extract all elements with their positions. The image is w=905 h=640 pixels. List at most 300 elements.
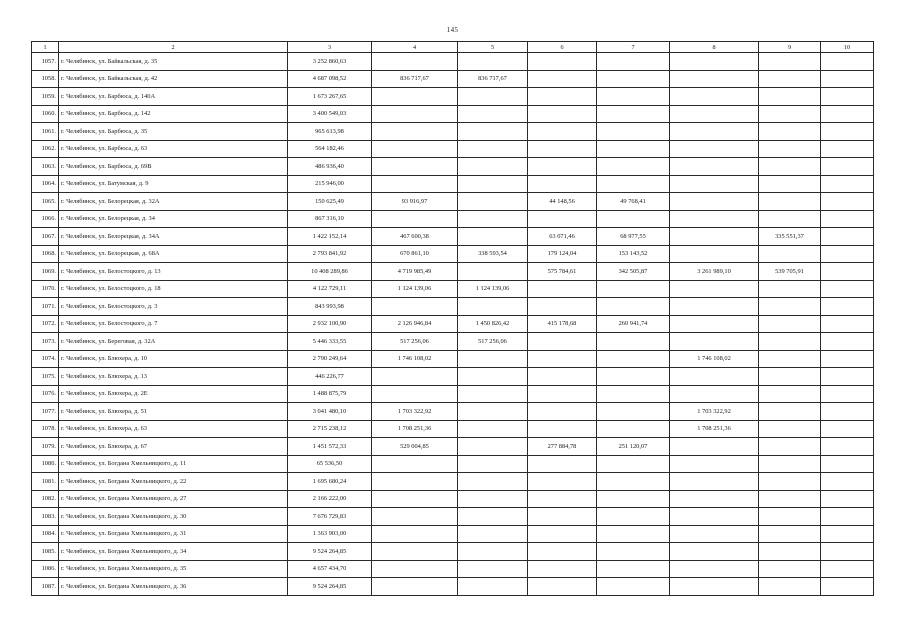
value-cell (458, 403, 528, 421)
column-header: 6 (528, 42, 597, 53)
column-header: 9 (759, 42, 821, 53)
value-cell (458, 105, 528, 123)
value-cell (670, 280, 759, 298)
value-cell (759, 543, 821, 561)
address-cell: г. Челябинск, ул. Барбюса, д. 63 (59, 140, 288, 158)
address-cell: г. Челябинск, ул. Барбюса, д. 140А (59, 88, 288, 106)
value-cell (759, 490, 821, 508)
total-cost-cell: 1 673 267,65 (288, 88, 372, 106)
total-cost-cell: 4 657 434,70 (288, 560, 372, 578)
table-row (32, 298, 874, 316)
value-cell (458, 438, 528, 456)
value-cell (528, 333, 597, 351)
value-cell (528, 210, 597, 228)
value-cell (821, 245, 874, 263)
value-cell (670, 140, 759, 158)
total-cost-cell: 1 451 572,33 (288, 438, 372, 456)
value-cell (759, 193, 821, 211)
value-cell (759, 140, 821, 158)
value-cell (821, 455, 874, 473)
total-cost-cell: 215 946,00 (288, 175, 372, 193)
value-cell (528, 578, 597, 596)
address-cell: г. Челябинск, ул. Белостоцкого, д. 18 (59, 280, 288, 298)
value-cell (597, 70, 670, 88)
address-cell: г. Челябинск, ул. Богдана Хмельницкого, д. 34 (59, 543, 288, 561)
value-cell (759, 525, 821, 543)
value-cell (821, 333, 874, 351)
value-cell (372, 123, 458, 141)
row-number-cell: 1068. (32, 245, 59, 263)
value-cell (528, 560, 597, 578)
value-cell (821, 70, 874, 88)
column-header: 10 (821, 42, 874, 53)
value-cell (759, 455, 821, 473)
column-header: 4 (372, 42, 458, 53)
value-cell (372, 88, 458, 106)
value-cell (528, 53, 597, 71)
value-cell (597, 508, 670, 526)
row-number-cell: 1063. (32, 158, 59, 176)
table-row (32, 508, 874, 526)
value-cell (670, 245, 759, 263)
total-cost-cell: 7 676 729,83 (288, 508, 372, 526)
value-cell (821, 123, 874, 141)
value-cell (821, 263, 874, 281)
row-number-cell: 1087. (32, 578, 59, 596)
value-cell (597, 280, 670, 298)
value-cell: 1 703 322,92 (670, 403, 759, 421)
address-cell: г. Челябинск, ул. Богдана Хмельницкого, д. 36 (59, 578, 288, 596)
value-cell (528, 88, 597, 106)
value-cell (597, 298, 670, 316)
value-cell (458, 210, 528, 228)
value-cell (528, 123, 597, 141)
address-cell: г. Челябинск, ул. Блюхера, д. 67 (59, 438, 288, 456)
row-number-cell: 1079. (32, 438, 59, 456)
value-cell (528, 280, 597, 298)
value-cell (528, 350, 597, 368)
value-cell (670, 210, 759, 228)
value-cell (670, 543, 759, 561)
value-cell: 1 708 251,36 (670, 420, 759, 438)
row-number-cell: 1080. (32, 455, 59, 473)
value-cell (759, 175, 821, 193)
column-header: 8 (670, 42, 759, 53)
address-cell: г. Челябинск, ул. Белорецкая, д. 34А (59, 228, 288, 246)
value-cell (372, 578, 458, 596)
value-cell: 93 916,97 (372, 193, 458, 211)
value-cell (597, 525, 670, 543)
total-cost-cell: 3 041 480,10 (288, 403, 372, 421)
row-number-cell: 1073. (32, 333, 59, 351)
value-cell: 342 505,87 (597, 263, 670, 281)
value-cell (821, 88, 874, 106)
total-cost-cell: 1 363 903,00 (288, 525, 372, 543)
table-row (32, 560, 874, 578)
address-cell: г. Челябинск, ул. Белорецкая, д. 34 (59, 210, 288, 228)
value-cell (372, 560, 458, 578)
value-cell (670, 158, 759, 176)
table-row (32, 455, 874, 473)
row-number-cell: 1086. (32, 560, 59, 578)
value-cell (670, 490, 759, 508)
value-cell: 1 450 826,42 (458, 315, 528, 333)
address-cell: г. Челябинск, ул. Байкальская, д. 35 (59, 53, 288, 71)
value-cell (597, 123, 670, 141)
value-cell (759, 403, 821, 421)
value-cell (458, 578, 528, 596)
address-cell: г. Челябинск, ул. Блюхера, д. 10 (59, 350, 288, 368)
value-cell: 836 717,67 (372, 70, 458, 88)
row-number-cell: 1076. (32, 385, 59, 403)
value-cell: 260 941,74 (597, 315, 670, 333)
value-cell: 335 551,37 (759, 228, 821, 246)
value-cell (821, 403, 874, 421)
value-cell (759, 578, 821, 596)
value-cell: 467 600,38 (372, 228, 458, 246)
value-cell (372, 368, 458, 386)
total-cost-cell: 5 446 333,55 (288, 333, 372, 351)
column-header: 2 (59, 42, 288, 53)
total-cost-cell: 564 182,46 (288, 140, 372, 158)
value-cell: 539 705,91 (759, 263, 821, 281)
table-row (32, 263, 874, 281)
value-cell (458, 53, 528, 71)
address-cell: г. Челябинск, ул. Барбюса, д. 142 (59, 105, 288, 123)
value-cell (372, 53, 458, 71)
value-cell (759, 123, 821, 141)
total-cost-cell: 843 993,98 (288, 298, 372, 316)
value-cell (597, 403, 670, 421)
value-cell (759, 315, 821, 333)
total-cost-cell: 1 422 152,14 (288, 228, 372, 246)
address-cell: г. Челябинск, ул. Белорецкая, д. 32А (59, 193, 288, 211)
row-number-cell: 1059. (32, 88, 59, 106)
value-cell (821, 175, 874, 193)
address-cell: г. Челябинск, ул. Блюхера, д. 13 (59, 368, 288, 386)
table-row (32, 368, 874, 386)
total-cost-cell: 9 524 264,85 (288, 543, 372, 561)
value-cell (821, 578, 874, 596)
row-number-cell: 1062. (32, 140, 59, 158)
value-cell: 1 124 139,06 (458, 280, 528, 298)
row-number-cell: 1075. (32, 368, 59, 386)
value-cell (597, 88, 670, 106)
row-number-cell: 1069. (32, 263, 59, 281)
total-cost-cell: 4 122 729,11 (288, 280, 372, 298)
total-cost-cell: 3 252 860,63 (288, 53, 372, 71)
value-cell (458, 228, 528, 246)
value-cell: 44 148,56 (528, 193, 597, 211)
value-cell (821, 473, 874, 491)
value-cell (670, 578, 759, 596)
row-number-cell: 1072. (32, 315, 59, 333)
header-row (32, 42, 874, 53)
value-cell (458, 455, 528, 473)
value-cell (759, 420, 821, 438)
table-row (32, 543, 874, 561)
value-cell (759, 105, 821, 123)
value-cell (670, 560, 759, 578)
value-cell (821, 350, 874, 368)
address-cell: г. Челябинск, ул. Белостоцкого, д. 3 (59, 298, 288, 316)
row-number-cell: 1061. (32, 123, 59, 141)
total-cost-cell: 446 226,77 (288, 368, 372, 386)
value-cell (528, 403, 597, 421)
value-cell: 153 143,52 (597, 245, 670, 263)
value-cell (821, 438, 874, 456)
table-row (32, 350, 874, 368)
value-cell (670, 228, 759, 246)
table-row (32, 193, 874, 211)
value-cell (821, 193, 874, 211)
value-cell (759, 280, 821, 298)
value-cell (597, 158, 670, 176)
row-number-cell: 1084. (32, 525, 59, 543)
value-cell (821, 105, 874, 123)
column-header: 5 (458, 42, 528, 53)
value-cell (458, 193, 528, 211)
value-cell (670, 70, 759, 88)
total-cost-cell: 965 613,98 (288, 123, 372, 141)
table-row (32, 210, 874, 228)
table-row (32, 473, 874, 491)
table-row (32, 105, 874, 123)
value-cell (597, 543, 670, 561)
total-cost-cell: 4 687 098,52 (288, 70, 372, 88)
value-cell (821, 420, 874, 438)
value-cell (372, 175, 458, 193)
table-row (32, 403, 874, 421)
value-cell: 251 120,07 (597, 438, 670, 456)
value-cell (759, 438, 821, 456)
value-cell (597, 578, 670, 596)
address-cell: г. Челябинск, ул. Богдана Хмельницкого, д. 27 (59, 490, 288, 508)
value-cell (597, 368, 670, 386)
address-cell: г. Челябинск, ул. Богдана Хмельницкого, д. 35 (59, 560, 288, 578)
value-cell: 277 884,78 (528, 438, 597, 456)
value-cell (528, 473, 597, 491)
address-cell: г. Челябинск, ул. Белостоцкого, д. 13 (59, 263, 288, 281)
row-number-cell: 1066. (32, 210, 59, 228)
value-cell (670, 438, 759, 456)
value-cell: 1 124 139,06 (372, 280, 458, 298)
value-cell (372, 473, 458, 491)
value-cell (670, 298, 759, 316)
value-cell: 2 126 946,84 (372, 315, 458, 333)
table-row (32, 578, 874, 596)
value-cell (458, 525, 528, 543)
value-cell: 1 746 108,02 (670, 350, 759, 368)
total-cost-cell: 2 793 841,92 (288, 245, 372, 263)
value-cell: 1 708 251,36 (372, 420, 458, 438)
row-number-cell: 1067. (32, 228, 59, 246)
value-cell (670, 508, 759, 526)
value-cell (759, 70, 821, 88)
value-cell (458, 88, 528, 106)
value-cell (528, 490, 597, 508)
value-cell (821, 385, 874, 403)
value-cell (821, 490, 874, 508)
address-cell: г. Челябинск, ул. Богдана Хмельницкого, д. 30 (59, 508, 288, 526)
value-cell (372, 298, 458, 316)
value-cell (759, 53, 821, 71)
value-cell: 529 004,85 (372, 438, 458, 456)
value-cell (528, 455, 597, 473)
value-cell (458, 140, 528, 158)
total-cost-cell: 150 625,49 (288, 193, 372, 211)
total-cost-cell: 2 715 238,12 (288, 420, 372, 438)
value-cell (821, 53, 874, 71)
value-cell: 3 261 989,10 (670, 263, 759, 281)
total-cost-cell: 10 408 289,86 (288, 263, 372, 281)
total-cost-cell: 3 400 549,03 (288, 105, 372, 123)
table-row (32, 438, 874, 456)
address-cell: г. Челябинск, ул. Байкальская, д. 42 (59, 70, 288, 88)
value-cell (372, 385, 458, 403)
table-row (32, 315, 874, 333)
total-cost-cell: 1 488 875,79 (288, 385, 372, 403)
value-cell (597, 473, 670, 491)
value-cell: 415 178,68 (528, 315, 597, 333)
value-cell (597, 420, 670, 438)
address-cell: г. Челябинск, ул. Богдана Хмельницкого, д. 31 (59, 525, 288, 543)
row-number-cell: 1074. (32, 350, 59, 368)
row-number-cell: 1078. (32, 420, 59, 438)
value-cell (372, 543, 458, 561)
value-cell (372, 140, 458, 158)
total-cost-cell: 867 316,10 (288, 210, 372, 228)
row-number-cell: 1082. (32, 490, 59, 508)
value-cell (528, 508, 597, 526)
total-cost-cell: 2 790 249,64 (288, 350, 372, 368)
value-cell (597, 490, 670, 508)
row-number-cell: 1064. (32, 175, 59, 193)
value-cell: 517 256,06 (372, 333, 458, 351)
value-cell (670, 368, 759, 386)
value-cell (759, 368, 821, 386)
value-cell (759, 88, 821, 106)
row-number-cell: 1071. (32, 298, 59, 316)
column-header: 1 (32, 42, 59, 53)
value-cell (670, 455, 759, 473)
address-cell: г. Челябинск, ул. Богдана Хмельницкого, д. 11 (59, 455, 288, 473)
value-cell: 68 977,55 (597, 228, 670, 246)
value-cell (759, 473, 821, 491)
value-cell (821, 280, 874, 298)
value-cell (670, 88, 759, 106)
value-cell (458, 560, 528, 578)
value-cell (528, 175, 597, 193)
total-cost-cell: 65 536,50 (288, 455, 372, 473)
value-cell (759, 158, 821, 176)
value-cell (372, 490, 458, 508)
address-cell: г. Челябинск, ул. Белостоцкого, д. 7 (59, 315, 288, 333)
value-cell (372, 455, 458, 473)
value-cell (759, 350, 821, 368)
total-cost-cell: 2 166 222,00 (288, 490, 372, 508)
value-cell (458, 473, 528, 491)
value-cell (372, 210, 458, 228)
value-cell (821, 158, 874, 176)
column-header: 7 (597, 42, 670, 53)
table-row (32, 333, 874, 351)
table-row (32, 490, 874, 508)
address-cell: г. Челябинск, ул. Батумская, д. 9 (59, 175, 288, 193)
value-cell (597, 175, 670, 193)
value-cell (528, 420, 597, 438)
value-cell: 4 719 985,49 (372, 263, 458, 281)
value-cell (458, 368, 528, 386)
value-cell (821, 298, 874, 316)
value-cell (821, 560, 874, 578)
total-cost-cell: 486 936,40 (288, 158, 372, 176)
value-cell (458, 490, 528, 508)
value-cell (759, 210, 821, 228)
address-cell: г. Челябинск, ул. Барбюса, д. 35 (59, 123, 288, 141)
value-cell (597, 455, 670, 473)
value-cell (458, 420, 528, 438)
column-header: 3 (288, 42, 372, 53)
value-cell: 338 593,54 (458, 245, 528, 263)
row-number-cell: 1065. (32, 193, 59, 211)
table-row (32, 140, 874, 158)
address-cell: г. Челябинск, ул. Блюхера, д. 2Е (59, 385, 288, 403)
row-number-cell: 1060. (32, 105, 59, 123)
value-cell (458, 175, 528, 193)
value-cell (821, 210, 874, 228)
value-cell (528, 105, 597, 123)
value-cell (670, 105, 759, 123)
address-cell: г. Челябинск, ул. Белорецкая, д. 68А (59, 245, 288, 263)
value-cell (597, 210, 670, 228)
table-row (32, 385, 874, 403)
value-cell (670, 525, 759, 543)
value-cell (458, 263, 528, 281)
value-cell (759, 298, 821, 316)
value-cell (759, 245, 821, 263)
value-cell (458, 385, 528, 403)
value-cell (670, 385, 759, 403)
total-cost-cell: 1 695 680,24 (288, 473, 372, 491)
value-cell: 179 124,04 (528, 245, 597, 263)
table-row (32, 228, 874, 246)
value-cell (528, 70, 597, 88)
value-cell (458, 298, 528, 316)
value-cell (458, 123, 528, 141)
value-cell (759, 385, 821, 403)
value-cell (458, 158, 528, 176)
value-cell (821, 140, 874, 158)
table-row (32, 123, 874, 141)
value-cell (597, 350, 670, 368)
value-cell (528, 543, 597, 561)
value-cell: 836 717,67 (458, 70, 528, 88)
value-cell (670, 175, 759, 193)
register-table (31, 41, 874, 596)
value-cell (821, 525, 874, 543)
row-number-cell: 1057. (32, 53, 59, 71)
table-row (32, 245, 874, 263)
value-cell (670, 123, 759, 141)
address-cell: г. Челябинск, ул. Богдана Хмельницкого, д. 22 (59, 473, 288, 491)
value-cell (528, 385, 597, 403)
value-cell (458, 543, 528, 561)
table-row (32, 280, 874, 298)
table-row (32, 525, 874, 543)
value-cell (759, 560, 821, 578)
value-cell (372, 158, 458, 176)
